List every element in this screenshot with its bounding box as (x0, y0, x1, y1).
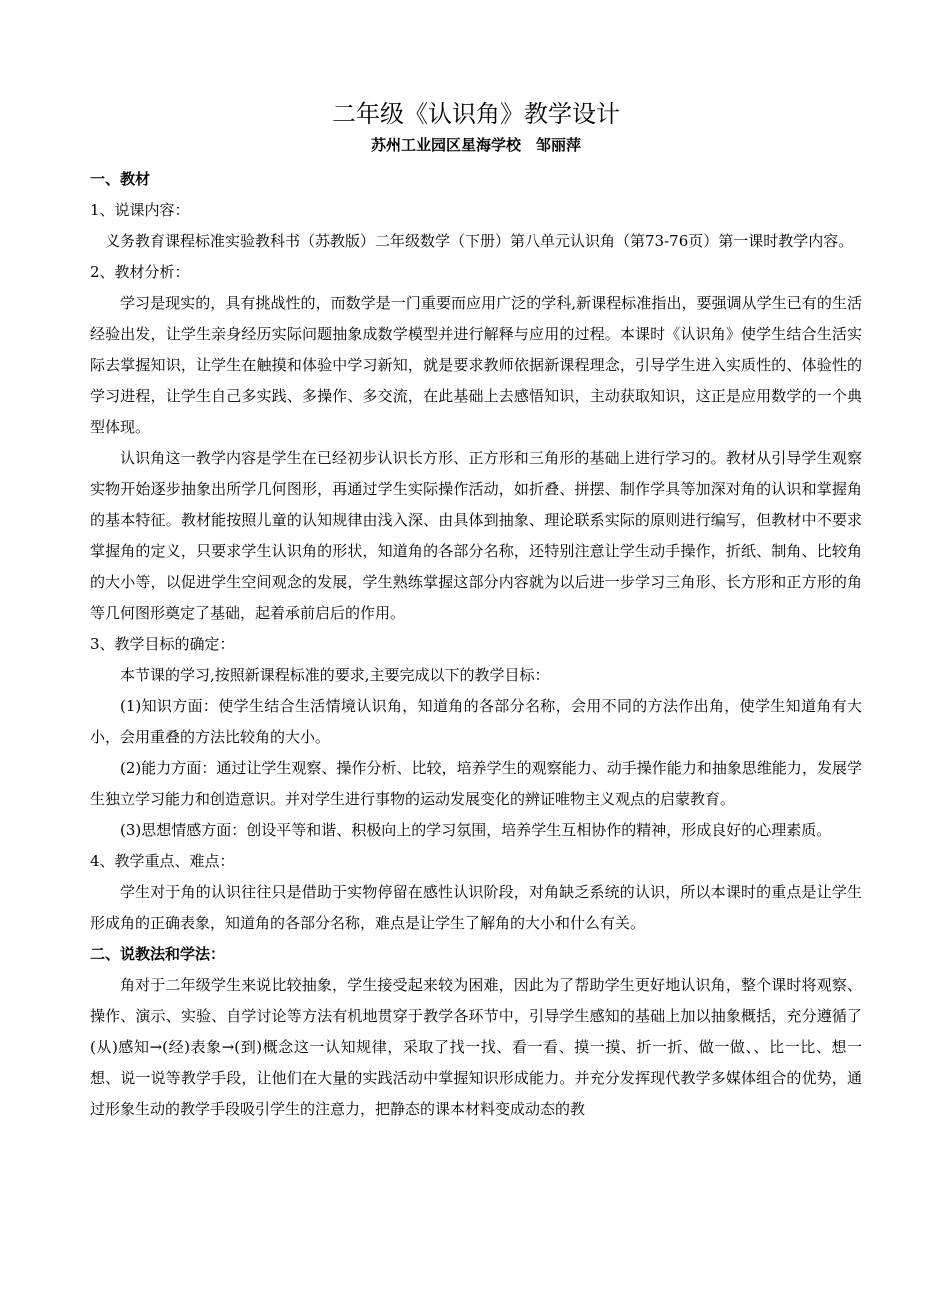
paragraph-analysis-2: 认识角这一教学内容是学生在已经初步认识长方形、正方形和三角形的基础上进行学习的。教材从引导学生观察实物开始逐步抽象出所学几何图形，再通过学生实际操作活动，如折叠、拼摆、制作学具等加深对角的认识和掌握角的基本特征。教材能按照儿童的认知规律由浅入深、由具体到抽象、理论联系实际的原则进行编写，但教材中不要求掌握角的定义，只要求学生认识角的形状，知道角的各部分名称，还特别注意让学生动手操作，折纸、制角、比较角的大小等，以促进学生空间观念的发展，学生熟练掌握这部分内容就为以后进一步学习三角形、长方形和正方形的角等几何图形奠定了基础，起着承前启后的作用。 (90, 449, 862, 622)
paragraph-goal-ability: (2)能力方面：通过让学生观察、操作分析、比较，培养学生的观察能力、动手操作能力和抽象思维能力，发展学生独立学习能力和创造意识。并对学生进行事物的运动发展变化的辨证唯物主义观点的启蒙教育。 (90, 759, 862, 808)
author-line: 苏州工业园区星海学校 邹丽萍 (370, 136, 581, 154)
paragraph-goal-emotion: (3)思想情感方面：创设平等和谐、积极向上的学习氛围，培养学生互相协作的精神，形成良好的心理素质。 (120, 821, 832, 839)
paragraph-key-points: 学生对于角的认识往往只是借助于实物停留在感性认识阶段，对角缺乏系统的认识，所以本课时的重点是让学生形成角的正确表象，知道角的各部分名称，难点是让学生了解角的大小和什么有关。 (90, 883, 862, 932)
subheading-key-points: 4、教学重点、难点： (90, 852, 235, 870)
paragraph-lesson-content: 义务教育课程标准实验教科书（苏教版）二年级数学（下册）第八单元认识角（第73-76页）第一课时教学内容。 (105, 232, 854, 250)
subheading-lesson-content: 1、说课内容： (90, 201, 190, 219)
paragraph-goals-intro: 本节课的学习,按照新课程标准的要求,主要完成以下的教学目标： (120, 666, 550, 684)
section-heading-textbook: 一、教材 (90, 170, 151, 188)
subheading-textbook-analysis: 2、教材分析： (90, 263, 190, 281)
document-title: 二年级《认识角》教学设计 (332, 100, 620, 128)
section-heading-methods: 二、说教法和学法： (90, 945, 226, 963)
paragraph-goal-knowledge: (1)知识方面：使学生结合生活情境认识角，知道角的各部分名称，会用不同的方法作出角，使学生知道角有大小，会用重叠的方法比较角的大小。 (90, 697, 862, 746)
document-page (90, 96, 862, 1125)
subheading-teaching-goals: 3、教学目标的确定： (90, 635, 235, 653)
paragraph-methods: 角对于二年级学生来说比较抽象，学生接受起来较为困难，因此为了帮助学生更好地认识角，整个课时将观察、操作、演示、实验、自学讨论等方法有机地贯穿于教学各环节中，引导学生感知的基础上加以抽象概括，充分遵循了(从)感知→(经)表象→(到)概念这一认知规律，采取了找一找、看一看、摸一摸、折一折、做一做、、比一比、想一想、说一说等教学手段，让他们在大量的实践活动中掌握知识形成能力。并充分发挥现代教学多媒体组合的优势，通过形象生动的教学手段吸引学生的注意力，把静态的课本材料变成动态的教 (90, 976, 862, 1118)
paragraph-analysis-1: 学习是现实的，具有挑战性的，而数学是一门重要而应用广泛的学科,新课程标准指出，要强调从学生已有的生活经验出发，让学生亲身经历实际问题抽象成数学模型并进行解释与应用的过程。本课时《认识角》使学生结合生活实际去掌握知识，让学生在触摸和体验中学习新知，就是要求教师依据新课程理念，引导学生进入实质性的、体验性的学习进程，让学生自己多实践、多操作、多交流，在此基础上去感悟知识，主动获取知识，这正是应用数学的一个典型体现。 (90, 294, 862, 436)
